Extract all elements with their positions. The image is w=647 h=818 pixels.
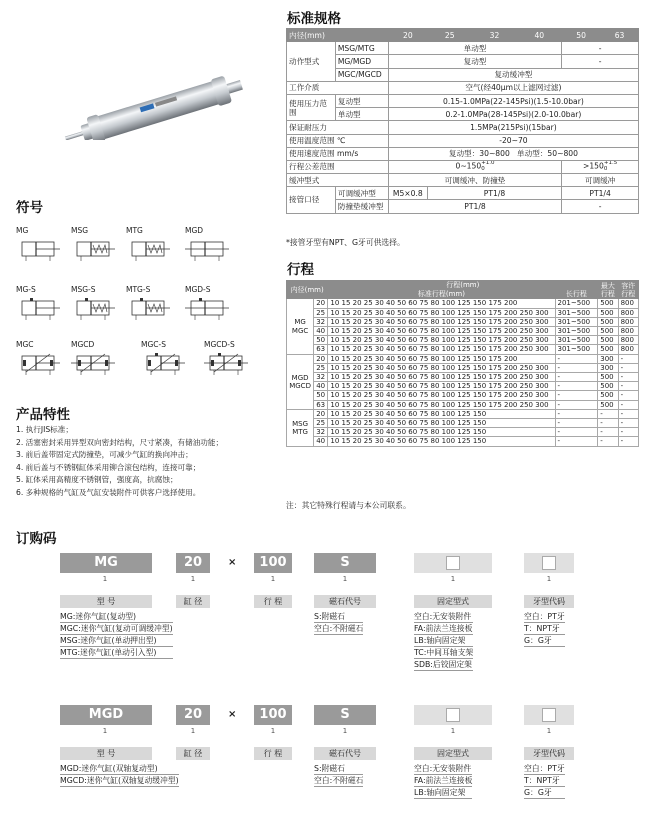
pressure-type: 单动型 — [335, 108, 388, 121]
bore-header: 40 — [517, 29, 562, 42]
stroke-header-stroke: 行程(mm) — [328, 281, 598, 290]
symbol-label: MG — [16, 226, 29, 235]
tolerance-sup: +1.0 — [481, 160, 495, 167]
order-title: 订购码 — [16, 531, 57, 547]
label-bore: 缸 径 — [176, 747, 210, 760]
stroke-row — [287, 382, 639, 391]
stroke-bore: 40 — [314, 437, 328, 446]
option-item: S:附磁石 — [314, 763, 363, 775]
stroke-bore: 40 — [314, 327, 328, 336]
option-item: LB:轴向固定架 — [414, 635, 473, 647]
stroke-max: 500 — [598, 373, 618, 382]
stroke-long: - — [555, 419, 598, 428]
option-item: MG:迷你气缸(复动型) — [60, 611, 173, 623]
stroke-std: 10 15 20 25 30 40 50 60 75 80 100 125 150 175 200 250 300 — [328, 336, 555, 345]
stroke-long: - — [555, 391, 598, 400]
tolerance-sub: 0 — [481, 165, 485, 172]
stroke-max: 500 — [598, 336, 618, 345]
stroke-max: 500 — [598, 400, 618, 409]
empty-slot-icon — [446, 708, 460, 722]
option-item: TC:中间耳轴支架 — [414, 648, 474, 657]
symbol-label: MGD-S — [185, 285, 211, 294]
stroke-header-max: 最大行程 — [598, 281, 618, 299]
symbols-title: 符号 — [16, 200, 43, 216]
action-value: 单动型 — [388, 42, 561, 55]
option-item: G：G牙 — [524, 635, 565, 647]
stroke-std: 10 15 20 25 30 40 50 60 75 80 100 125 150 175 200 250 300 — [328, 400, 555, 409]
option-item: MGCD:迷你气缸(双轴复动缓冲型) — [60, 776, 179, 785]
stroke-model: MSG MTG — [287, 409, 314, 446]
option-item: MGD:迷你气缸(双轴复动型) — [60, 763, 179, 775]
feature-list — [16, 424, 281, 499]
stroke-max: 300 — [598, 354, 618, 363]
medium-label: 工作介质 — [287, 81, 389, 94]
option-item: G：G牙 — [524, 787, 565, 799]
magnet-code-box: S — [314, 553, 376, 573]
magnet-options — [314, 611, 363, 635]
cylinder-symbol-icon — [185, 238, 229, 264]
stroke-model: MG MGC — [287, 299, 314, 354]
stroke-allow: - — [618, 437, 638, 446]
label-magnet: 磁石代号 — [314, 595, 376, 608]
stroke-bore: 25 — [314, 419, 328, 428]
stroke-bore: 63 — [314, 345, 328, 354]
stroke-max: 500 — [598, 327, 618, 336]
arrow-icon: 1 — [450, 575, 456, 583]
stroke-std: 10 15 20 25 30 40 50 60 75 80 100 125 150 175 200 250 300 — [328, 382, 555, 391]
stroke-long: - — [555, 363, 598, 372]
cylinder-symbol-icon — [126, 297, 170, 323]
label-mount: 固定型式 — [414, 595, 492, 608]
magnet-code-box: S — [314, 705, 376, 725]
stroke-long: - — [555, 400, 598, 409]
symbol-label: MSG-S — [71, 285, 96, 294]
stroke-max: 500 — [598, 382, 618, 391]
features-title: 产品特性 — [16, 407, 70, 423]
arrow-icon: 1 — [270, 575, 276, 583]
stroke-std: 10 15 20 25 30 40 50 60 75 80 100 125 150 175 200 250 300 — [328, 363, 555, 372]
thread-code-box — [524, 553, 574, 573]
action-model: MSG/MTG — [335, 42, 388, 55]
feature-item: 3. 前后盖带固定式防撞垫，可减少气缸的换向冲击； — [16, 450, 193, 459]
pressure-value: 0.15-1.0MPa(22-145Psi)(1.5-10.0bar) — [388, 94, 638, 107]
stroke-row — [287, 308, 639, 317]
multiply-sign: × — [228, 709, 237, 720]
temp-label: 使用温度范围 ℃ — [287, 134, 389, 147]
feature-item: 4. 前后盖与不锈钢缸体采用铆合滚包结构，连接可靠； — [16, 462, 201, 472]
feature-item: 2. 活塞密封采用异型双向密封结构，尺寸紧凑，有储油功能； — [16, 437, 224, 447]
feature-item: 5. 缸体采用高精度不锈钢管，强度高，抗腐蚀； — [16, 475, 178, 484]
bore-code-box: 20 — [176, 553, 210, 573]
action-model: MGC/MGCD — [335, 68, 388, 81]
stroke-allow: - — [618, 391, 638, 400]
stroke-std: 10 15 20 25 30 40 50 60 75 80 100 125 150 175 200 250 300 — [328, 308, 555, 317]
stroke-allow: - — [618, 373, 638, 382]
stroke-long: - — [555, 373, 598, 382]
bore-header: 20 — [388, 29, 427, 42]
option-item: 空白：PT牙 — [524, 612, 565, 621]
stroke-allow: - — [618, 400, 638, 409]
cylinder-symbol-icon — [141, 352, 185, 378]
stroke-header-std: 标准行程(mm) — [328, 290, 555, 299]
stroke-std: 10 15 20 25 30 40 50 60 75 80 100 125 150 175 200 250 300 — [328, 317, 555, 326]
stroke-std: 10 15 20 25 30 40 50 60 75 80 100 125 150 175 200 250 300 — [328, 373, 555, 382]
model-options — [60, 763, 179, 787]
label-thread: 牙型代码 — [524, 747, 574, 760]
mount-options — [414, 611, 473, 671]
mount-code-box — [414, 553, 492, 573]
stroke-model: MGD MGCD — [287, 354, 314, 409]
cylinder-symbol-icon — [16, 238, 60, 264]
stroke-long: - — [555, 354, 598, 363]
stroke-bore: 50 — [314, 336, 328, 345]
stroke-note: 注：其它特殊行程请与本公司联系。 — [286, 501, 411, 510]
cylinder-symbol-icon — [126, 238, 170, 264]
arrow-icon: 1 — [190, 727, 196, 735]
stroke-max: 300 — [598, 363, 618, 372]
option-item: 空白:无安装附件 — [414, 764, 472, 773]
stroke-code-box: 100 — [254, 553, 292, 573]
magnet-options — [314, 763, 363, 787]
multiply-sign: × — [228, 557, 237, 568]
stroke-allow: 800 — [618, 317, 638, 326]
option-item: MSG:迷你气缸(单动押出型) — [60, 635, 173, 647]
option-item: S:附磁石 — [314, 611, 363, 623]
bore-header: 50 — [562, 29, 601, 42]
option-item: MTG:迷你气缸(单动引入型) — [60, 647, 173, 659]
option-item: FA:前法兰连接板 — [414, 624, 473, 633]
stroke-bore: 20 — [314, 299, 328, 308]
stroke-long: - — [555, 409, 598, 418]
stroke-max: - — [598, 428, 618, 437]
option-item: 空白:不附磁石 — [314, 624, 364, 633]
stroke-row — [287, 336, 639, 345]
stroke-allow: 800 — [618, 327, 638, 336]
bore-header: 63 — [601, 29, 639, 42]
empty-slot-icon — [542, 708, 556, 722]
stroke-allow: - — [618, 428, 638, 437]
stroke-row — [287, 419, 639, 428]
stroke-title: 行程 — [287, 262, 314, 278]
feature-item: 1. 执行JIS标准； — [16, 425, 73, 434]
series-code-box: MGD — [60, 705, 152, 725]
stroke-allow: 800 — [618, 308, 638, 317]
stroke-allow: - — [618, 419, 638, 428]
feature-item: 6. 多种规格的气缸及气缸安装附件可供客户选择使用。 — [16, 487, 201, 497]
stroke-max: 500 — [598, 345, 618, 354]
action-value: 复动型 — [388, 55, 561, 68]
stroke-bore: 32 — [314, 428, 328, 437]
stroke-row — [287, 373, 639, 382]
stroke-std: 10 15 20 25 30 40 50 60 75 80 100 125 150 175 200 — [328, 299, 555, 308]
stroke-bore: 40 — [314, 382, 328, 391]
thread-code-box — [524, 705, 574, 725]
thread-options — [524, 611, 565, 647]
series-code-box: MG — [60, 553, 152, 573]
stroke-row — [287, 327, 639, 336]
temp-value: -20~70 — [388, 134, 638, 147]
stroke-row — [287, 437, 639, 446]
stroke-bore: 32 — [314, 317, 328, 326]
bore-code-box: 20 — [176, 705, 210, 725]
pressure-value: 0.2-1.0MPa(28-145Psi)(2.0-10.0bar) — [388, 108, 638, 121]
medium-value: 空气(经40μm以上滤网过滤) — [388, 81, 638, 94]
stroke-std: 10 15 20 25 30 40 50 60 75 80 100 125 150 175 200 — [328, 354, 555, 363]
stroke-max: - — [598, 409, 618, 418]
stroke-bore: 50 — [314, 391, 328, 400]
stroke-long: - — [555, 437, 598, 446]
arrow-icon: 1 — [342, 575, 348, 583]
stroke-allow: 800 — [618, 336, 638, 345]
label-model: 型 号 — [60, 747, 152, 760]
tolerance-range: 0~150 — [455, 161, 482, 171]
label-stroke: 行 程 — [254, 747, 292, 760]
stroke-row — [287, 354, 639, 363]
stroke-bore: 25 — [314, 363, 328, 372]
mount-options — [414, 763, 472, 799]
stroke-row — [287, 391, 639, 400]
tolerance-range: >150 — [582, 161, 604, 171]
cylinder-symbol-icon — [185, 297, 229, 323]
stroke-code-box: 100 — [254, 705, 292, 725]
stroke-long: - — [555, 428, 598, 437]
product-photo — [60, 70, 270, 140]
arrow-icon: 1 — [102, 727, 108, 735]
cushion-value: 可调缓冲、防撞垫 — [388, 174, 561, 187]
tolerance-value-2 — [562, 160, 639, 173]
stroke-allow: - — [618, 354, 638, 363]
action-model: MG/MGD — [335, 55, 388, 68]
label-thread: 牙型代码 — [524, 595, 574, 608]
pressure-label: 使用压力范围 — [287, 94, 336, 120]
option-item: LB:轴向固定架 — [414, 787, 472, 799]
spec-header-label: 内径(mm) — [287, 29, 389, 42]
label-bore: 缸 径 — [176, 595, 210, 608]
arrow-icon: 1 — [546, 727, 552, 735]
stroke-bore: 20 — [314, 409, 328, 418]
model-options — [60, 611, 173, 659]
symbol-label: MGCD-S — [204, 340, 235, 349]
stroke-long: 301~500 — [555, 327, 598, 336]
action-value: 复动缓冲型 — [388, 68, 638, 81]
action-label: 动作型式 — [287, 42, 336, 82]
cylinder-symbol-icon — [71, 352, 115, 378]
bore-header: 25 — [427, 29, 472, 42]
empty-slot-icon — [446, 556, 460, 570]
stroke-std: 10 15 20 25 30 40 50 60 75 80 100 125 150 — [328, 419, 555, 428]
action-value: - — [562, 55, 639, 68]
port-value: PT1/8 — [427, 187, 561, 200]
stroke-long: 301~500 — [555, 345, 598, 354]
stroke-std: 10 15 20 25 30 40 50 60 75 80 100 125 150 — [328, 437, 555, 446]
cylinder-symbol-icon — [71, 238, 115, 264]
symbol-label: MSG — [71, 226, 89, 235]
symbol-label: MGC — [16, 340, 34, 349]
arrow-icon: 1 — [102, 575, 108, 583]
bore-header: 32 — [472, 29, 517, 42]
tolerance-value-1 — [388, 160, 561, 173]
stroke-allow: - — [618, 363, 638, 372]
cylinder-symbol-icon — [204, 352, 248, 378]
symbol-label: MG-S — [16, 285, 36, 294]
port-value: PT1/4 — [562, 187, 639, 200]
tolerance-sub: 0 — [603, 165, 608, 172]
option-item: T：NPT牙 — [524, 623, 565, 635]
stroke-std: 10 15 20 25 30 40 50 60 75 80 100 125 150 175 200 250 300 — [328, 391, 555, 400]
arrow-icon: 1 — [270, 727, 276, 735]
option-item: FA:前法兰连接板 — [414, 776, 473, 785]
arrow-icon: 1 — [546, 575, 552, 583]
stroke-std: 10 15 20 25 30 40 50 60 75 80 100 125 150 — [328, 428, 555, 437]
cylinder-symbol-icon — [16, 352, 60, 378]
stroke-max: 500 — [598, 391, 618, 400]
stroke-row — [287, 317, 639, 326]
arrow-icon: 1 — [450, 727, 456, 735]
stroke-long: 201~500 — [555, 299, 598, 308]
stroke-row — [287, 428, 639, 437]
cylinder-symbol-icon — [16, 297, 60, 323]
stroke-allow: 800 — [618, 345, 638, 354]
symbol-label: MTG-S — [126, 285, 151, 294]
stroke-max: 500 — [598, 317, 618, 326]
tolerance-sup: +1.5 — [603, 160, 618, 167]
cushion-label: 缓冲型式 — [287, 174, 389, 187]
port-value: PT1/8 — [388, 200, 561, 213]
proof-label: 保证耐压力 — [287, 121, 389, 134]
stroke-header-bore: 内径(mm) — [287, 281, 328, 299]
option-item: 空白:不附磁石 — [314, 776, 364, 785]
option-item: T：NPT牙 — [524, 775, 565, 787]
stroke-allow: 800 — [618, 299, 638, 308]
speed-value: 复动型：30~800 单动型：50~800 — [388, 147, 638, 160]
cushion-value: 可调缓冲 — [562, 174, 639, 187]
port-label: 接管口径 — [287, 187, 336, 213]
empty-slot-icon — [542, 556, 556, 570]
option-item: SDB:后铰固定架 — [414, 660, 472, 669]
stroke-header-allow: 容许行程 — [618, 281, 638, 299]
stroke-std: 10 15 20 25 30 40 50 60 75 80 100 125 150 — [328, 409, 555, 418]
stroke-row — [287, 345, 639, 354]
stroke-long: 301~500 — [555, 308, 598, 317]
mount-code-box — [414, 705, 492, 725]
speed-label: 使用速度范围 mm/s — [287, 147, 389, 160]
stroke-max: - — [598, 437, 618, 446]
proof-value: 1.5MPa(215Psi)(15bar) — [388, 121, 638, 134]
spec-footnote: *接管牙型有NPT、G牙可供选择。 — [286, 238, 405, 247]
stroke-max: 500 — [598, 299, 618, 308]
port-type: 防撞垫缓冲型 — [335, 200, 388, 213]
stroke-long: - — [555, 382, 598, 391]
stroke-long: 301~500 — [555, 336, 598, 345]
stroke-max: 500 — [598, 308, 618, 317]
label-model: 型 号 — [60, 595, 152, 608]
stroke-max: - — [598, 419, 618, 428]
port-value: - — [562, 200, 639, 213]
label-stroke: 行 程 — [254, 595, 292, 608]
label-magnet: 磁石代号 — [314, 747, 376, 760]
stroke-allow: - — [618, 409, 638, 418]
stroke-bore: 63 — [314, 400, 328, 409]
stroke-table — [286, 280, 639, 447]
stroke-bore: 32 — [314, 373, 328, 382]
stroke-std: 10 15 20 25 30 40 50 60 75 80 100 125 150 175 200 250 300 — [328, 345, 555, 354]
option-item: 空白:无安装附件 — [414, 612, 472, 621]
stroke-std: 10 15 20 25 30 40 50 60 75 80 100 125 150 175 200 250 300 — [328, 327, 555, 336]
stroke-long: 301~500 — [555, 317, 598, 326]
stroke-row — [287, 400, 639, 409]
arrow-icon: 1 — [342, 727, 348, 735]
symbol-label: MGCD — [71, 340, 95, 349]
port-type: 可调缓冲型 — [335, 187, 388, 200]
symbol-label: MGC-S — [141, 340, 166, 349]
stroke-bore: 25 — [314, 308, 328, 317]
label-mount: 固定型式 — [414, 747, 492, 760]
cylinder-symbol-icon — [71, 297, 115, 323]
port-value: M5×0.8 — [388, 187, 427, 200]
stroke-row — [287, 299, 639, 308]
thread-options — [524, 763, 565, 799]
option-item: MGC:迷你气缸(复动可调缓冲型) — [60, 624, 173, 633]
symbol-label: MTG — [126, 226, 143, 235]
stroke-row — [287, 409, 639, 418]
option-item: 空白：PT牙 — [524, 764, 565, 773]
stroke-header-long: 长行程 — [555, 290, 598, 299]
stroke-allow: - — [618, 382, 638, 391]
symbol-label: MGD — [185, 226, 204, 235]
stroke-row — [287, 363, 639, 372]
action-value: - — [562, 42, 639, 55]
arrow-icon: 1 — [190, 575, 196, 583]
spec-title: 标准规格 — [287, 11, 341, 27]
stroke-bore: 20 — [314, 354, 328, 363]
spec-table — [286, 28, 639, 214]
tolerance-label: 行程公差范围 — [287, 160, 389, 173]
pressure-type: 复动型 — [335, 94, 388, 107]
